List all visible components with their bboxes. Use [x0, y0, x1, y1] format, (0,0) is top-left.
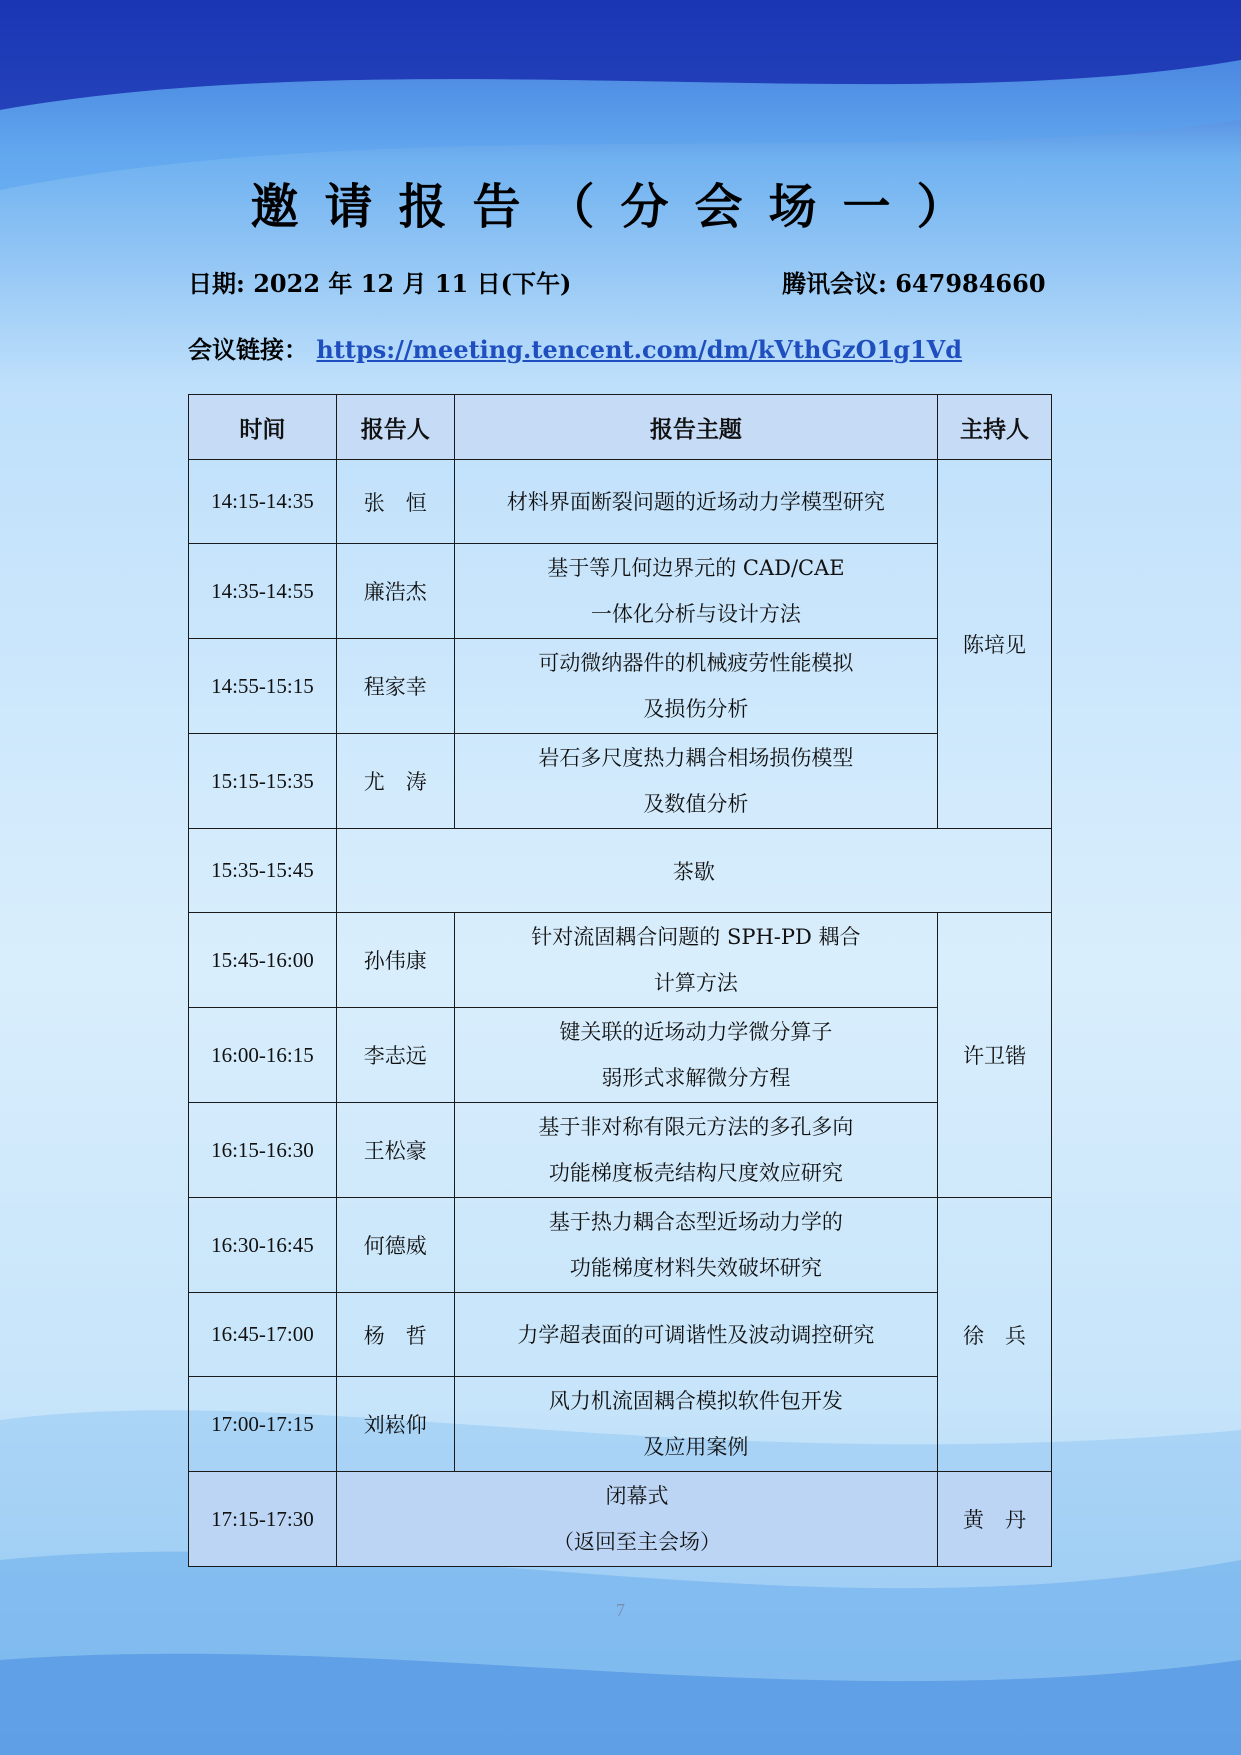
- speaker-cell: 张 恒: [336, 460, 454, 544]
- break-cell: 茶歇: [336, 829, 1051, 913]
- table-row: [189, 1103, 1052, 1198]
- meeting-line: [782, 264, 1046, 299]
- host-cell: 陈培见: [938, 460, 1052, 829]
- host-cell: 徐 兵: [938, 1198, 1052, 1472]
- speaker-cell: 李志远: [336, 1008, 454, 1103]
- topic-cell: [454, 460, 937, 544]
- time-cell: 15:45-16:00: [189, 913, 337, 1008]
- time-cell: 14:15-14:35: [189, 460, 337, 544]
- topic-line: 及应用案例: [643, 1435, 749, 1459]
- topic-line: 风力机流固耦合模拟软件包开发: [548, 1389, 843, 1413]
- table-row-closing: [189, 1472, 1052, 1567]
- time-cell: 16:15-16:30: [189, 1103, 337, 1198]
- time-cell: 16:00-16:15: [189, 1008, 337, 1103]
- time-cell: 14:35-14:55: [189, 544, 337, 639]
- topic-line: 基于热力耦合态型近场动力学的: [548, 1210, 843, 1234]
- table-row: [189, 913, 1052, 1008]
- topic-line: 材料界面断裂问题的近场动力学模型研究: [506, 489, 885, 514]
- table-row: [189, 1293, 1052, 1377]
- date-line: [188, 264, 571, 299]
- date-label: 日期:: [188, 269, 245, 298]
- table-row: [189, 1008, 1052, 1103]
- topic-line: 功能梯度材料失效破坏研究: [569, 1256, 822, 1280]
- speaker-cell: 程家幸: [336, 639, 454, 734]
- table-row-break: [189, 829, 1052, 913]
- topic-line: 功能梯度板壳结构尺度效应研究: [548, 1161, 843, 1185]
- topic-line: 一体化分析与设计方法: [590, 602, 801, 626]
- header-topic: 报告主题: [454, 395, 937, 460]
- topic-cell: [454, 1293, 937, 1377]
- time-cell: 16:30-16:45: [189, 1198, 337, 1293]
- meeting-link-row: [188, 330, 962, 365]
- table-header-row: [189, 395, 1052, 460]
- meeting-label: 腾讯会议:: [782, 269, 887, 298]
- time-cell: 14:55-15:15: [189, 639, 337, 734]
- link-label: 会议链接：: [188, 335, 308, 364]
- header-time: 时间: [189, 395, 337, 460]
- speaker-cell: 何德威: [336, 1198, 454, 1293]
- time-cell: 17:00-17:15: [189, 1377, 337, 1472]
- speaker-cell: 尤 涛: [336, 734, 454, 829]
- date-value: 2022 年 12 月 11 日(下午): [253, 269, 572, 298]
- topic-cell: [454, 639, 937, 734]
- time-cell: 15:35-15:45: [189, 829, 337, 913]
- topic-line: 键关联的近场动力学微分算子: [559, 1020, 833, 1044]
- topic-cell: [454, 734, 937, 829]
- topic-line: （返回至主会场）: [552, 1530, 721, 1554]
- topic-line: 计算方法: [653, 971, 738, 995]
- time-cell: 16:45-17:00: [189, 1293, 337, 1377]
- speaker-cell: 王松豪: [336, 1103, 454, 1198]
- speaker-cell: 廉浩杰: [336, 544, 454, 639]
- topic-line: 弱形式求解微分方程: [601, 1066, 791, 1090]
- time-cell: 17:15-17:30: [189, 1472, 337, 1567]
- speaker-cell: 刘崧仰: [336, 1377, 454, 1472]
- topic-line: 闭幕式: [605, 1484, 669, 1508]
- page-number: 7: [616, 1600, 625, 1620]
- agenda-table: [188, 394, 1052, 1567]
- topic-line: 基于等几何边界元的 CAD/CAE: [547, 556, 845, 580]
- closing-cell: [336, 1472, 937, 1567]
- meeting-id: 647984660: [895, 269, 1046, 298]
- time-cell: 15:15-15:35: [189, 734, 337, 829]
- table-row: [189, 1198, 1052, 1293]
- header-host: 主持人: [938, 395, 1052, 460]
- topic-line: 力学超表面的可调谐性及波动调控研究: [517, 1322, 875, 1347]
- table-row: [189, 1377, 1052, 1472]
- topic-line: 岩石多尺度热力耦合相场损伤模型: [538, 746, 854, 770]
- meeting-link[interactable]: https://meeting.tencent.com/dm/kVthGzO1g1Vd: [316, 335, 963, 364]
- page-title: 邀请报告（分会场一）: [250, 179, 991, 235]
- host-cell: 许卫锴: [938, 913, 1052, 1198]
- table-row: [189, 460, 1052, 544]
- topic-line: 针对流固耦合问题的 SPH-PD 耦合: [531, 925, 861, 949]
- topic-cell: [454, 544, 937, 639]
- topic-cell: [454, 913, 937, 1008]
- table-row: [189, 734, 1052, 829]
- header-speaker: 报告人: [336, 395, 454, 460]
- topic-cell: [454, 1103, 937, 1198]
- table-row: [189, 639, 1052, 734]
- topic-cell: [454, 1008, 937, 1103]
- speaker-cell: 杨 哲: [336, 1293, 454, 1377]
- topic-line: 及数值分析: [643, 792, 749, 816]
- topic-line: 基于非对称有限元方法的多孔多向: [538, 1115, 854, 1139]
- host-cell: 黄 丹: [938, 1472, 1052, 1567]
- topic-line: 可动微纳器件的机械疲劳性能模拟: [538, 651, 854, 675]
- topic-cell: [454, 1198, 937, 1293]
- topic-line: 及损伤分析: [643, 697, 749, 721]
- topic-cell: [454, 1377, 937, 1472]
- speaker-cell: 孙伟康: [336, 913, 454, 1008]
- table-row: [189, 544, 1052, 639]
